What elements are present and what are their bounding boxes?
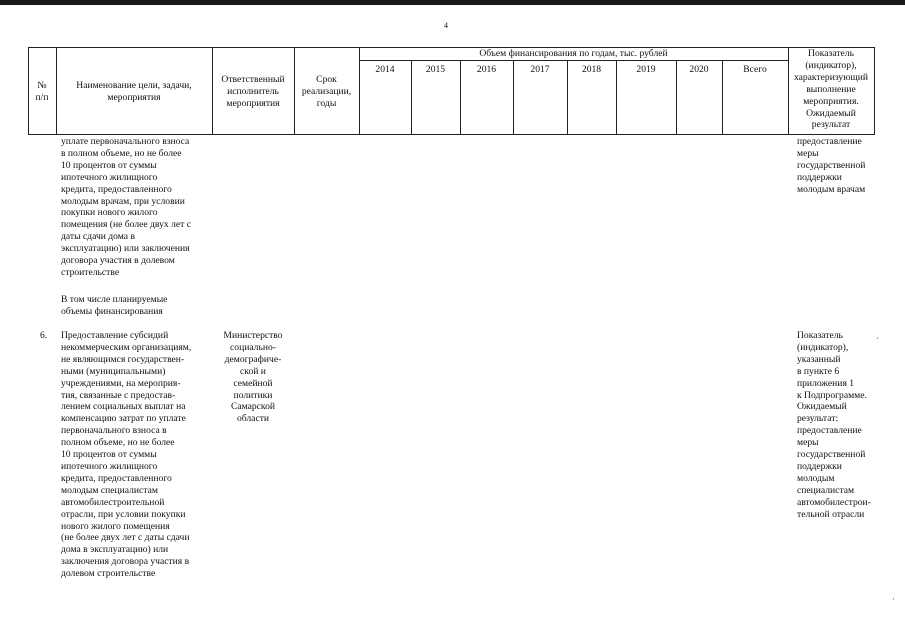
funding-subheader-rule (359, 60, 788, 61)
scan-speck: · (892, 595, 895, 604)
col-rule (874, 47, 875, 135)
header-year-2015: 2015 (425, 64, 446, 75)
scan-speck: · (876, 334, 879, 343)
page-number: 4 (444, 21, 448, 30)
header-year-2017: 2017 (530, 64, 550, 75)
header-num: № п/п (35, 80, 49, 103)
continuation-planned-funding: В том числе планируемые объемы финансирования (61, 294, 168, 317)
header-name: Наименование цели, задачи, мероприятия (76, 80, 192, 103)
header-bottom-rule (28, 134, 875, 135)
header-indicator: Показатель (индикатор), характеризующий выполнение мероприятия. Ожидаемый результат (793, 48, 869, 131)
continuation-name: уплате первоначального взноса в полном объеме, но не более 10 процентов от суммы ипотечного жилищного кредита, предоставленного молодым врачам, при условии покупки нового жилого помещения (не более двух лет с даты сдачи дома в эксплуатацию) или заключения договора участия в долевом строительстве (61, 136, 192, 278)
header-year-2019: 2019 (636, 64, 656, 75)
header-year-total: Всего (743, 64, 767, 75)
row-6-number: 6. (40, 330, 48, 341)
header-year-2018: 2018 (581, 64, 602, 75)
col-rule (359, 47, 360, 135)
table-header (0, 0, 905, 136)
row-6-name: Предоставление субсидий некоммерческим организациям, не являющимся государствен- ными (муниципальными) учреждениями, на мероприя- тия, связанные с предостав- лением социальных выплат на компенсацию затрат по уплате первоначального взноса в полном объеме, но не более 10 процентов от суммы ипотечного жилищного кредита, предоставленного молодым специалистам автомобилестроительной отрасли, при условии покупки нового жилого помещения (не более двух лет с даты сдачи дома в эксплуатацию) или заключения договора участия в долевом строительстве (61, 330, 192, 580)
header-executor: Ответственный исполнитель мероприятия (221, 74, 285, 109)
continuation-indicator: предоставление меры государственной поддержки молодым врачам (797, 136, 866, 195)
header-year-2014: 2014 (375, 64, 395, 75)
row-6-indicator: Показатель (индикатор), указанный в пункте 6 приложения 1 к Подпрограмме. Ожидаемый результат: предоставление меры государственной поддержки молодым специалистам автомобилестрои- тельной отрасли (797, 330, 871, 520)
header-funding-title: Объем финансирования по годам, тыс. рублей (479, 48, 668, 59)
header-year-2020: 2020 (689, 64, 709, 75)
header-year-2016: 2016 (476, 64, 497, 75)
row-6-executor: Министерство социально- демографиче- ской и семейной политики Самарской области (223, 330, 283, 425)
header-term: Срок реализации, годы (301, 74, 352, 109)
